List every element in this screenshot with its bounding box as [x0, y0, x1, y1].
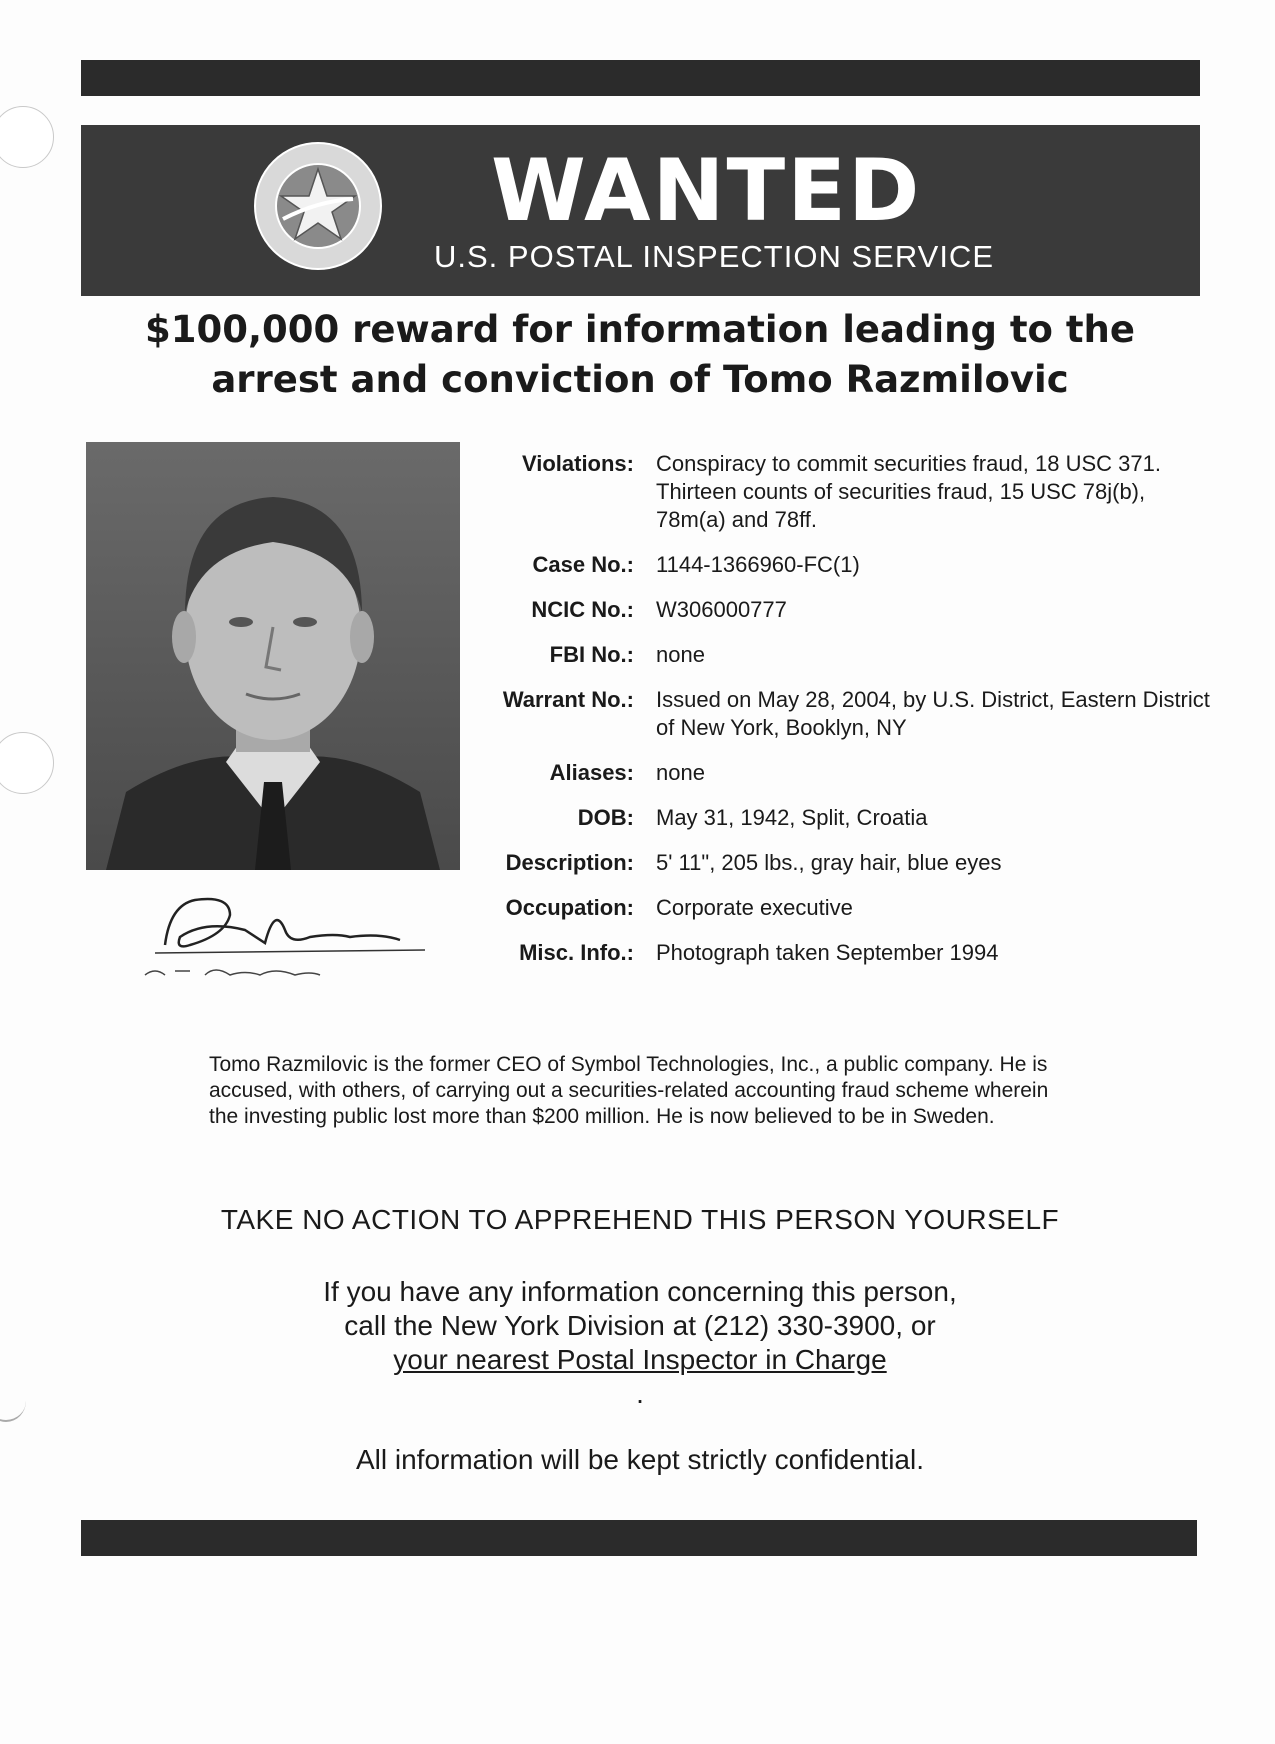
- contact-line-2: call the New York Division at (212) 330-3900, or: [344, 1310, 936, 1341]
- bottom-bar: [81, 1520, 1197, 1556]
- details-list: [470, 450, 1210, 984]
- detail-value: none: [656, 642, 705, 667]
- detail-value: none: [656, 760, 705, 785]
- top-bar: [81, 60, 1200, 96]
- detail-label: Misc. Info.:: [519, 940, 634, 965]
- wanted-banner: [81, 125, 1200, 296]
- detail-row-fbi-no: [470, 641, 1210, 669]
- detail-value: Photograph taken September 1994: [656, 940, 999, 965]
- detail-label: FBI No.:: [549, 642, 634, 667]
- contact-link-suffix: .: [636, 1378, 644, 1409]
- postal-inspection-seal-icon: [253, 141, 383, 271]
- postal-inspector-link[interactable]: your nearest Postal Inspector in Charge: [393, 1344, 887, 1375]
- detail-row-violations: [470, 450, 1210, 534]
- detail-label: Violations:: [521, 451, 634, 476]
- punch-hole: [0, 1380, 26, 1422]
- detail-label: DOB:: [577, 805, 634, 830]
- wanted-title: WANTED: [491, 141, 922, 241]
- detail-value: W306000777: [656, 597, 787, 622]
- detail-value: Issued on May 28, 2004, by U.S. District, Eastern District of New York, Booklyn, NY: [656, 687, 1210, 740]
- detail-row-misc-info: [470, 939, 1210, 967]
- detail-row-case-no: [470, 551, 1210, 579]
- bio-paragraph: Tomo Razmilovic is the former CEO of Symbol Technologies, Inc., a public company. He is accused, with others, of carrying out a securities-related accounting fraud scheme wherein the investing public lost more than $200 million. He is now believed to be in Sweden.: [209, 1053, 1049, 1128]
- detail-label: NCIC No.:: [531, 597, 634, 622]
- contact-info: [100, 1275, 1180, 1411]
- detail-value: Conspiracy to commit securities fraud, 18 USC 371. Thirteen counts of securities fraud, 15 USC 78j(b), 78m(a) and 78ff.: [656, 451, 1161, 532]
- detail-label: Case No.:: [532, 552, 634, 577]
- detail-row-ncic-no: [470, 596, 1210, 624]
- confidentiality-notice: All information will be kept strictly confidential.: [355, 1444, 924, 1475]
- detail-label: Aliases:: [549, 760, 634, 785]
- detail-row-occupation: [470, 894, 1210, 922]
- agency-name: U.S. POSTAL INSPECTION SERVICE: [434, 239, 994, 274]
- detail-label: Occupation:: [505, 895, 634, 920]
- contact-line-1: If you have any information concerning this person,: [323, 1276, 957, 1307]
- reward-line-1: $100,000 reward for information leading to the: [145, 308, 1135, 351]
- contact-line-3: [100, 1343, 1180, 1411]
- detail-row-description: [470, 849, 1210, 877]
- punch-hole: [0, 732, 54, 794]
- detail-row-aliases: [470, 759, 1210, 787]
- detail-label: Warrant No.:: [502, 687, 634, 712]
- detail-label: Description:: [505, 850, 634, 875]
- detail-row-dob: [470, 804, 1210, 832]
- detail-value: 1144-1366960-FC(1): [656, 552, 860, 577]
- detail-value: Corporate executive: [656, 895, 853, 920]
- detail-row-warrant-no: [470, 686, 1210, 742]
- suspect-photo: [86, 442, 460, 870]
- punch-hole: [0, 106, 54, 168]
- detail-value: May 31, 1942, Split, Croatia: [656, 805, 928, 830]
- detail-value: 5' 11", 205 lbs., gray hair, blue eyes: [656, 850, 1002, 875]
- reward-headline: [100, 305, 1180, 405]
- signature: [135, 875, 435, 985]
- warning-notice: TAKE NO ACTION TO APPREHEND THIS PERSON YOURSELF: [220, 1204, 1060, 1235]
- reward-line-2: arrest and conviction of Tomo Razmilovic: [211, 358, 1069, 401]
